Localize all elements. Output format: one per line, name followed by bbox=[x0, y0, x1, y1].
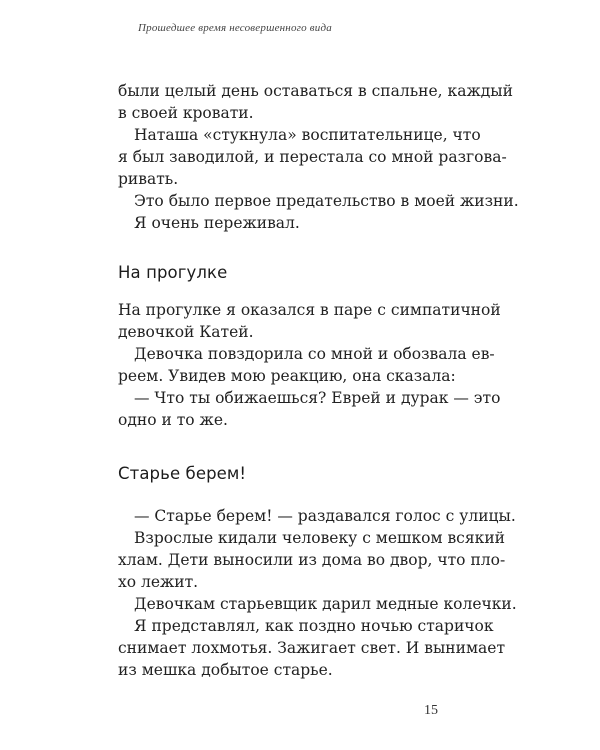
text-line: Наташа «стукнула» воспитательнице, что bbox=[134, 126, 481, 144]
page-number: 15 bbox=[424, 703, 438, 718]
text-line: были целый день оставаться в спальне, каждый bbox=[118, 82, 513, 100]
text-line: — Что ты обижаешься? Еврей и дурак — это bbox=[134, 389, 501, 407]
text-line: ривать. bbox=[118, 170, 179, 188]
text-line: из мешка добытое старье. bbox=[118, 661, 333, 679]
text-line: Девочка повздорила со мной и обозвала ев- bbox=[134, 345, 495, 363]
text-line: одно и то же. bbox=[118, 411, 228, 429]
text-line: снимает лохмотья. Зажигает свет. И вынимает bbox=[118, 639, 506, 657]
text-line: реем. Увидев мою реакцию, она сказала: bbox=[118, 367, 456, 385]
text-line: девочкой Катей. bbox=[118, 323, 254, 341]
text-line: Взрослые кидали человеку с мешком всякий bbox=[134, 529, 505, 547]
section-heading: Старье берем! bbox=[118, 464, 247, 483]
paragraph-block-1 bbox=[118, 80, 519, 234]
text-line: я был заводилой, и перестала со мной разгова- bbox=[118, 148, 507, 166]
text-line: хо лежит. bbox=[118, 573, 199, 591]
text-line: Это было первое предательство в моей жизни. bbox=[134, 192, 519, 210]
paragraph-block-3 bbox=[118, 505, 517, 681]
section-heading: На прогулке bbox=[118, 263, 228, 282]
paragraph-block-2 bbox=[118, 299, 501, 431]
text-line: — Старье берем! — раздавался голос с улицы. bbox=[134, 507, 516, 525]
text-line: Я очень переживал. bbox=[134, 214, 300, 232]
running-head: Прошедшее время несовершенного вида bbox=[138, 22, 332, 34]
text-line: Девочкам старьевщик дарил медные колечки. bbox=[134, 595, 517, 613]
text-line: в своей кровати. bbox=[118, 104, 254, 122]
text-line: Я представлял, как поздно ночью старичок bbox=[134, 617, 494, 635]
text-line: хлам. Дети выносили из дома во двор, что пло- bbox=[118, 551, 506, 569]
text-line: На прогулке я оказался в паре с симпатичной bbox=[118, 301, 501, 319]
